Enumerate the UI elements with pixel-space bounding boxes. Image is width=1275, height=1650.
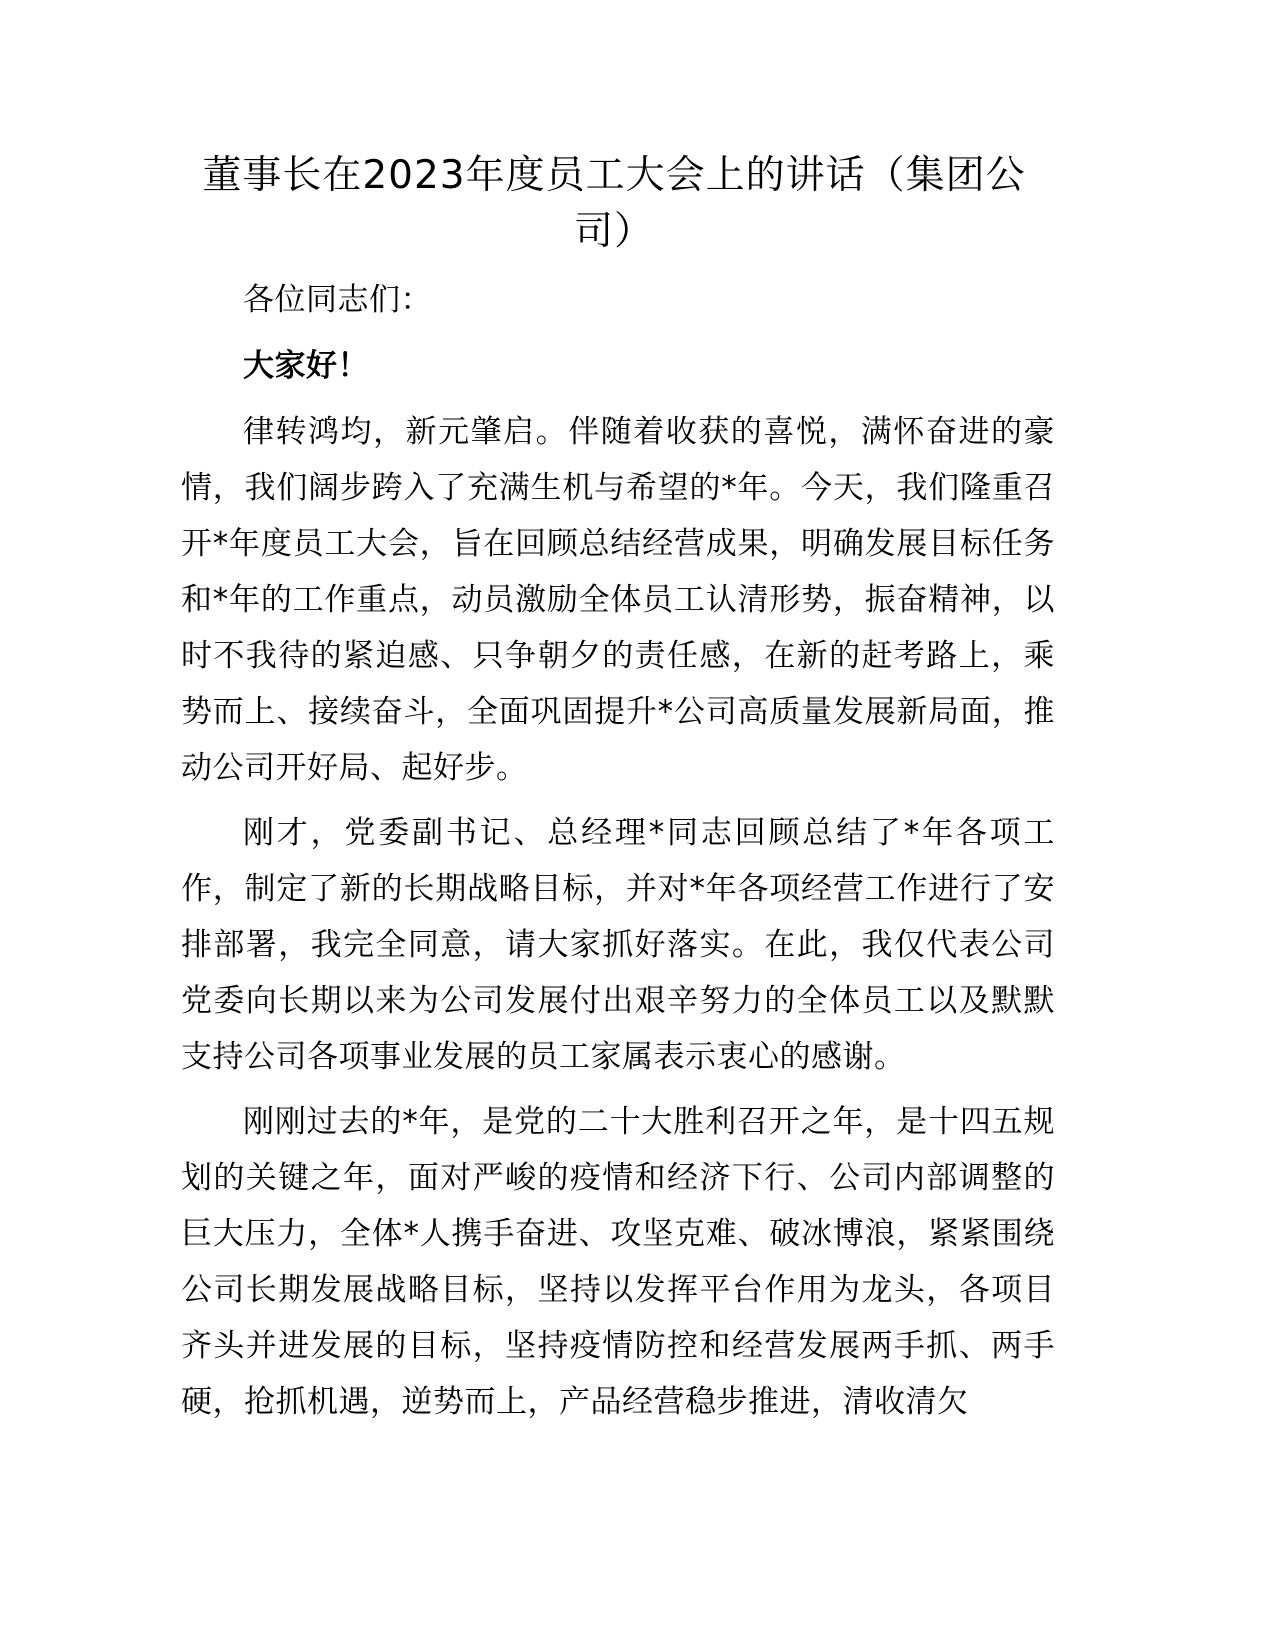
document-title: 董事长在2023年度员工大会上的讲话（集团公司） [202,153,1026,254]
paragraph-1: 律转鸿均，新元肇启。伴随着收获的喜悦，满怀奋进的豪情，我们阔步跨入了充满生机与希望的*年。今天，我们隆重召开*年度员工大会，旨在回顾总结经营成果，明确发展目标任务和*年的工作重点，动员激励全体员工认清形势，振奋精神，以时不我待的紧迫感、只争朝夕的责任感，在新的赶考路上，乘势而上、接续奋斗，全面巩固提升*公司高质量发展新局面，推动公司开好局、起好步。 [181,414,1055,786]
greeting: 大家好！ [243,348,369,384]
salutation: 各位同志们： [243,282,432,318]
paragraph-3: 刚刚过去的*年，是党的二十大胜利召开之年，是十四五规划的关键之年，面对严峻的疫情和经济下行、公司内部调整的巨大压力，全体*人携手奋进、攻坚克难、破冰博浪，紧紧围绕公司长期发展战略目标，坚持以发挥平台作用为龙头，各项目齐头并进发展的目标，坚持疫情防控和经营发展两手抓、两手硬，抢抓机遇，逆势而上，产品经营稳步推进，清收清欠 [181,1104,1055,1420]
paragraph-2: 刚才，党委副书记、总经理*同志回顾总结了*年各项工作，制定了新的长期战略目标，并对*年各项经营工作进行了安排部署，我完全同意，请大家抓好落实。在此，我仅代表公司党委向长期以来为公司发展付出艰辛努力的全体员工以及默默支持公司各项事业发展的员工家属表示衷心的感谢。 [181,815,1055,1075]
